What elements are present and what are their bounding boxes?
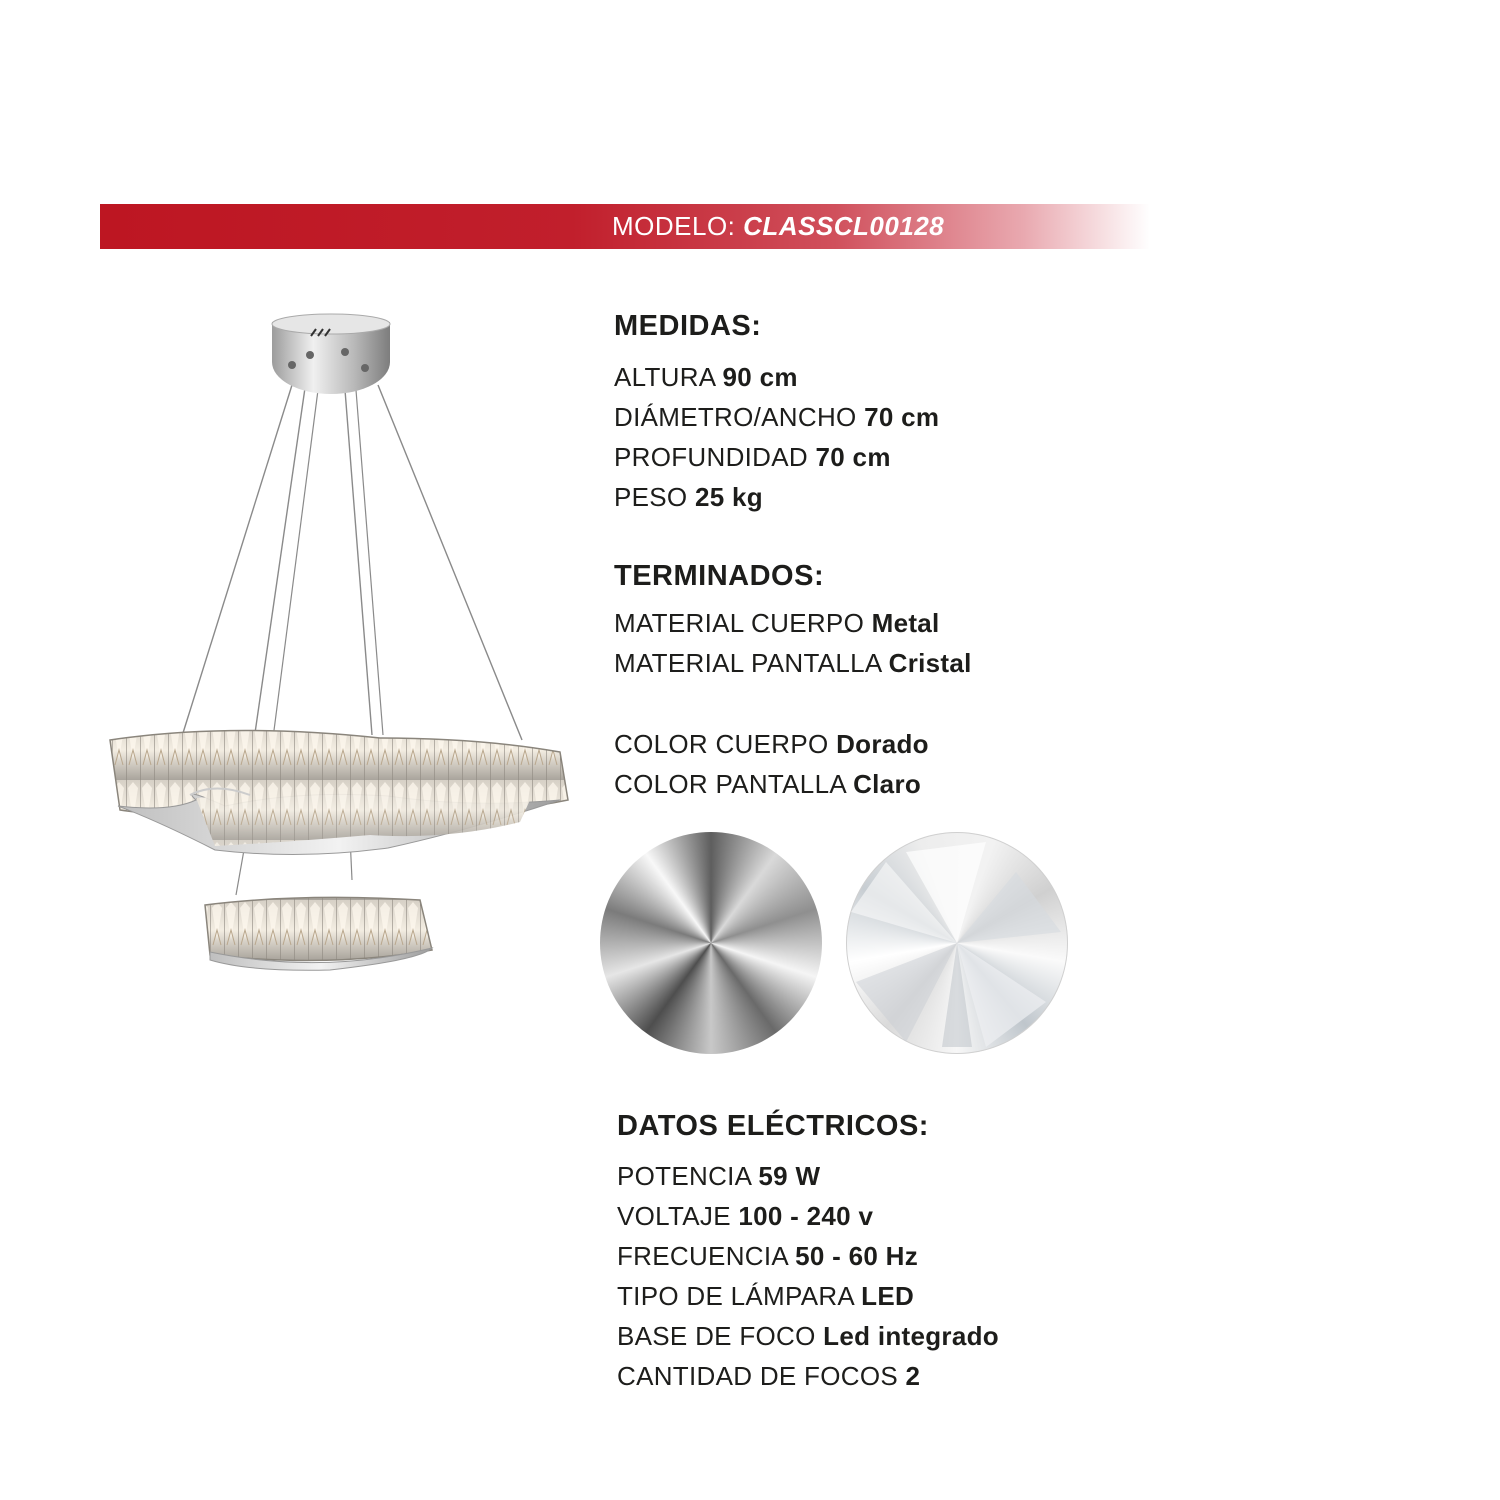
model-value: CLASSCL00128 xyxy=(743,211,945,241)
spec-material-pantalla: MATERIAL PANTALLA Cristal xyxy=(614,648,972,678)
terminados-title: TERMINADOS: xyxy=(614,560,825,592)
model-label: MODELO: xyxy=(612,211,736,241)
spec-base-de-foco: BASE DE FOCO Led integrado xyxy=(617,1321,999,1351)
brushed-metal-swatch-icon xyxy=(600,832,822,1054)
pendant-lamp-image xyxy=(100,310,580,980)
ceiling-canopy xyxy=(272,314,390,394)
spec-diametro-ancho: DIÁMETRO/ANCHO 70 cm xyxy=(614,402,940,432)
datos-electricos-title: DATOS ELÉCTRICOS: xyxy=(617,1110,929,1142)
clear-crystal-swatch-icon xyxy=(846,832,1068,1054)
spec-altura: ALTURA 90 cm xyxy=(614,362,798,392)
spec-frecuencia: FRECUENCIA 50 - 60 Hz xyxy=(617,1241,919,1271)
spec-tipo-de-lampara: TIPO DE LÁMPARA LED xyxy=(617,1281,915,1311)
spec-voltaje: VOLTAJE 100 - 240 v xyxy=(617,1201,874,1231)
lower-crystal-ring xyxy=(205,897,432,970)
spec-cantidad-de-focos: CANTIDAD DE FOCOS 2 xyxy=(617,1361,921,1391)
upper-crystal-ring xyxy=(110,730,568,854)
spec-profundidad: PROFUNDIDAD 70 cm xyxy=(614,442,891,472)
spec-color-pantalla: COLOR PANTALLA Claro xyxy=(614,769,922,799)
crystal-facets-icon xyxy=(846,832,1068,1054)
medidas-title: MEDIDAS: xyxy=(614,310,762,342)
model-heading xyxy=(612,204,944,249)
spec-potencia: POTENCIA 59 W xyxy=(617,1161,821,1191)
spec-material-cuerpo: MATERIAL CUERPO Metal xyxy=(614,608,940,638)
spec-peso: PESO 25 kg xyxy=(614,482,763,512)
spec-color-cuerpo: COLOR CUERPO Dorado xyxy=(614,729,929,759)
